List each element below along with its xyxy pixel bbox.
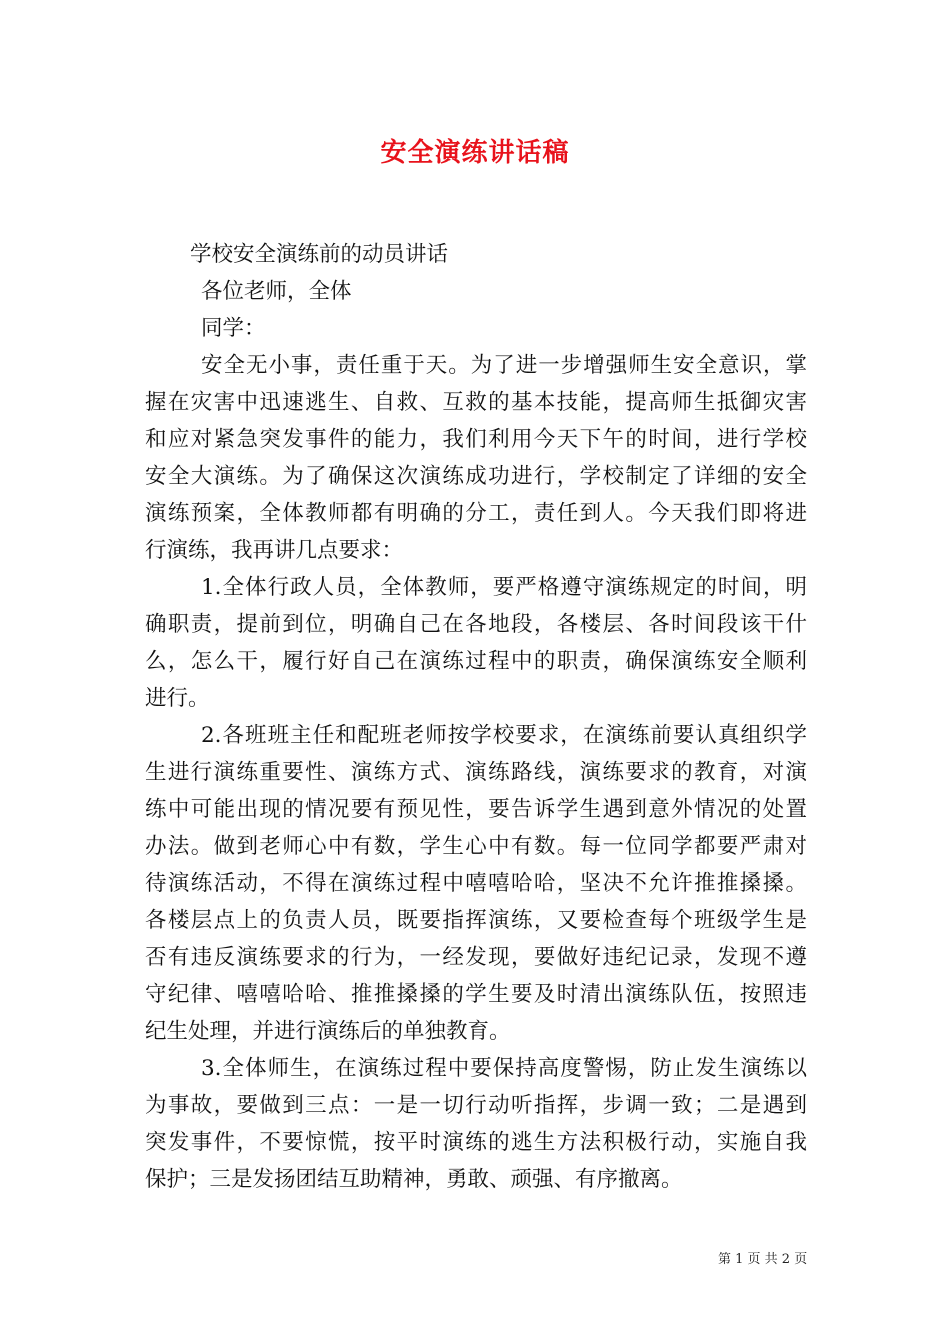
paragraph xyxy=(145,569,807,717)
paragraph-line: 进行。 xyxy=(145,686,210,711)
page-number: 第 1 页 共 2 页 xyxy=(718,1252,808,1267)
paragraph-line: 确职责，提前到位，明确自己在各地段，各楼层、各时间段该干什 xyxy=(145,612,807,637)
paragraph-line: 演练预案，全体教师都有明确的分工，责任到人。今天我们即将进 xyxy=(145,501,807,526)
paragraph-line: 各位老师，全体 xyxy=(201,279,352,304)
paragraph-line: 为事故，要做到三点：一是一切行动听指挥，步调一致；二是遇到 xyxy=(145,1093,807,1118)
document-title: 安全演练讲话稿 xyxy=(380,138,570,168)
document-body xyxy=(145,236,807,1198)
paragraph-line: 学校安全演练前的动员讲话 xyxy=(190,242,449,267)
paragraph-line: 1.全体行政人员，全体教师，要严格遵守演练规定的时间，明 xyxy=(201,575,807,600)
paragraph xyxy=(145,1050,807,1198)
paragraph-line: 3.全体师生，在演练过程中要保持高度警惕，防止发生演练以 xyxy=(201,1056,807,1081)
paragraph xyxy=(145,310,807,347)
paragraph-line: 同学： xyxy=(201,316,266,341)
paragraph-line: 否有违反演练要求的行为，一经发现，要做好违纪记录，发现不遵 xyxy=(145,945,807,970)
paragraph xyxy=(145,717,807,1050)
paragraph xyxy=(145,347,807,569)
paragraph-line: 各楼层点上的负责人员，既要指挥演练，又要检查每个班级学生是 xyxy=(145,908,807,933)
paragraph-line: 和应对紧急突发事件的能力，我们利用今天下午的时间，进行学校 xyxy=(145,427,807,452)
paragraph-line: 办法。做到老师心中有数，学生心中有数。每一位同学都要严肃对 xyxy=(145,834,807,859)
paragraph-line: 安全大演练。为了确保这次演练成功进行，学校制定了详细的安全 xyxy=(145,464,807,489)
paragraph-line: 安全无小事，责任重于天。为了进一步增强师生安全意识，掌 xyxy=(201,353,807,378)
paragraph xyxy=(145,236,807,273)
paragraph-line: 纪生处理，并进行演练后的单独教育。 xyxy=(145,1019,511,1044)
paragraph-line: 么，怎么干，履行好自己在演练过程中的职责，确保演练安全顺利 xyxy=(145,649,807,674)
paragraph-line: 生进行演练重要性、演练方式、演练路线，演练要求的教育，对演 xyxy=(145,760,807,785)
paragraph-line: 2.各班班主任和配班老师按学校要求，在演练前要认真组织学 xyxy=(201,723,807,748)
paragraph-line: 握在灾害中迅速逃生、自救、互救的基本技能，提高师生抵御灾害 xyxy=(145,390,807,415)
paragraph-line: 守纪律、嘻嘻哈哈、推推搡搡的学生要及时清出演练队伍，按照违 xyxy=(145,982,807,1007)
paragraph-line: 练中可能出现的情况要有预见性，要告诉学生遇到意外情况的处置 xyxy=(145,797,807,822)
paragraph xyxy=(145,273,807,310)
paragraph-line: 行演练，我再讲几点要求： xyxy=(145,538,404,563)
paragraph-line: 突发事件，不要惊慌，按平时演练的逃生方法积极行动，实施自我 xyxy=(145,1130,807,1155)
paragraph-line: 待演练活动，不得在演练过程中嘻嘻哈哈，坚决不允许推推搡搡。 xyxy=(145,871,807,896)
paragraph-line: 保护；三是发扬团结互助精神，勇敢、顽强、有序撤离。 xyxy=(145,1167,683,1192)
